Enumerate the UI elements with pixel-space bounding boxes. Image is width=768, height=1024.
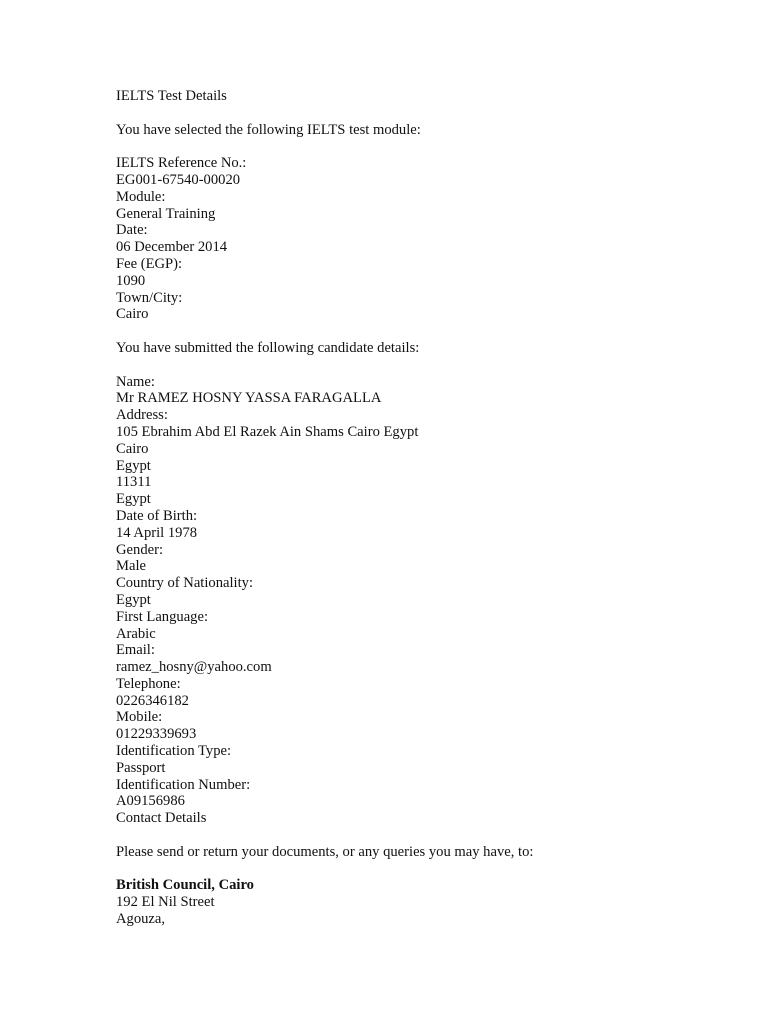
date-label: Date: [116,222,148,239]
dob-value: 14 April 1978 [116,524,198,541]
contact-organization: British Council, Cairo [116,877,254,894]
telephone-value: 0226346182 [116,692,189,709]
document-title: IELTS Test Details [116,88,227,104]
address-line: 105 Ebrahim Abd El Razek Ain Shams Cairo Egypt [116,423,419,440]
module-value: General Training [116,205,216,222]
town-value: Cairo [116,306,149,323]
nationality-value: Egypt [116,591,151,608]
id-number-label: Identification Number: [116,776,251,793]
name-value: Mr RAMEZ HOSNY YASSA FARAGALLA [116,390,382,407]
telephone-label: Telephone: [116,675,181,692]
contact-area: Agouza, [116,911,166,928]
id-type-label: Identification Type: [116,743,232,760]
gender-value: Male [116,558,146,575]
document-page [116,88,736,928]
address-line: Cairo [116,440,149,457]
date-value: 06 December 2014 [116,239,228,256]
fee-label: Fee (EGP): [116,255,183,272]
spacer [116,861,736,878]
mobile-label: Mobile: [116,709,163,726]
language-value: Arabic [116,625,156,642]
candidate-intro-text: You have submitted the following candidate details: [116,339,420,356]
address-label: Address: [116,407,168,424]
email-label: Email: [116,642,155,659]
address-line: Egypt [116,491,151,508]
dob-label: Date of Birth: [116,507,198,524]
reference-value: EG001-67540-00020 [116,171,241,188]
address-line: Egypt [116,457,151,474]
test-intro-text: You have selected the following IELTS test module: [116,121,421,138]
spacer [116,323,736,340]
contact-details-heading: Contact Details [116,810,207,827]
contact-intro-text: Please send or return your documents, or any queries you may have, to: [116,843,534,860]
spacer [116,105,736,122]
mobile-value: 01229339693 [116,726,197,743]
contact-street: 192 El Nil Street [116,894,215,911]
language-label: First Language: [116,608,209,625]
reference-label: IELTS Reference No.: [116,155,247,172]
id-number-value: A09156986 [116,793,185,810]
module-label: Module: [116,188,166,205]
spacer [116,138,736,155]
spacer [116,827,736,844]
id-type-value: Passport [116,759,166,776]
gender-label: Gender: [116,541,164,558]
name-label: Name: [116,373,155,390]
email-value: ramez_hosny@yahoo.com [116,659,272,676]
address-line: 11311 [116,474,152,491]
spacer [116,357,736,374]
town-label: Town/City: [116,289,183,306]
fee-value: 1090 [116,272,146,289]
nationality-label: Country of Nationality: [116,575,254,592]
